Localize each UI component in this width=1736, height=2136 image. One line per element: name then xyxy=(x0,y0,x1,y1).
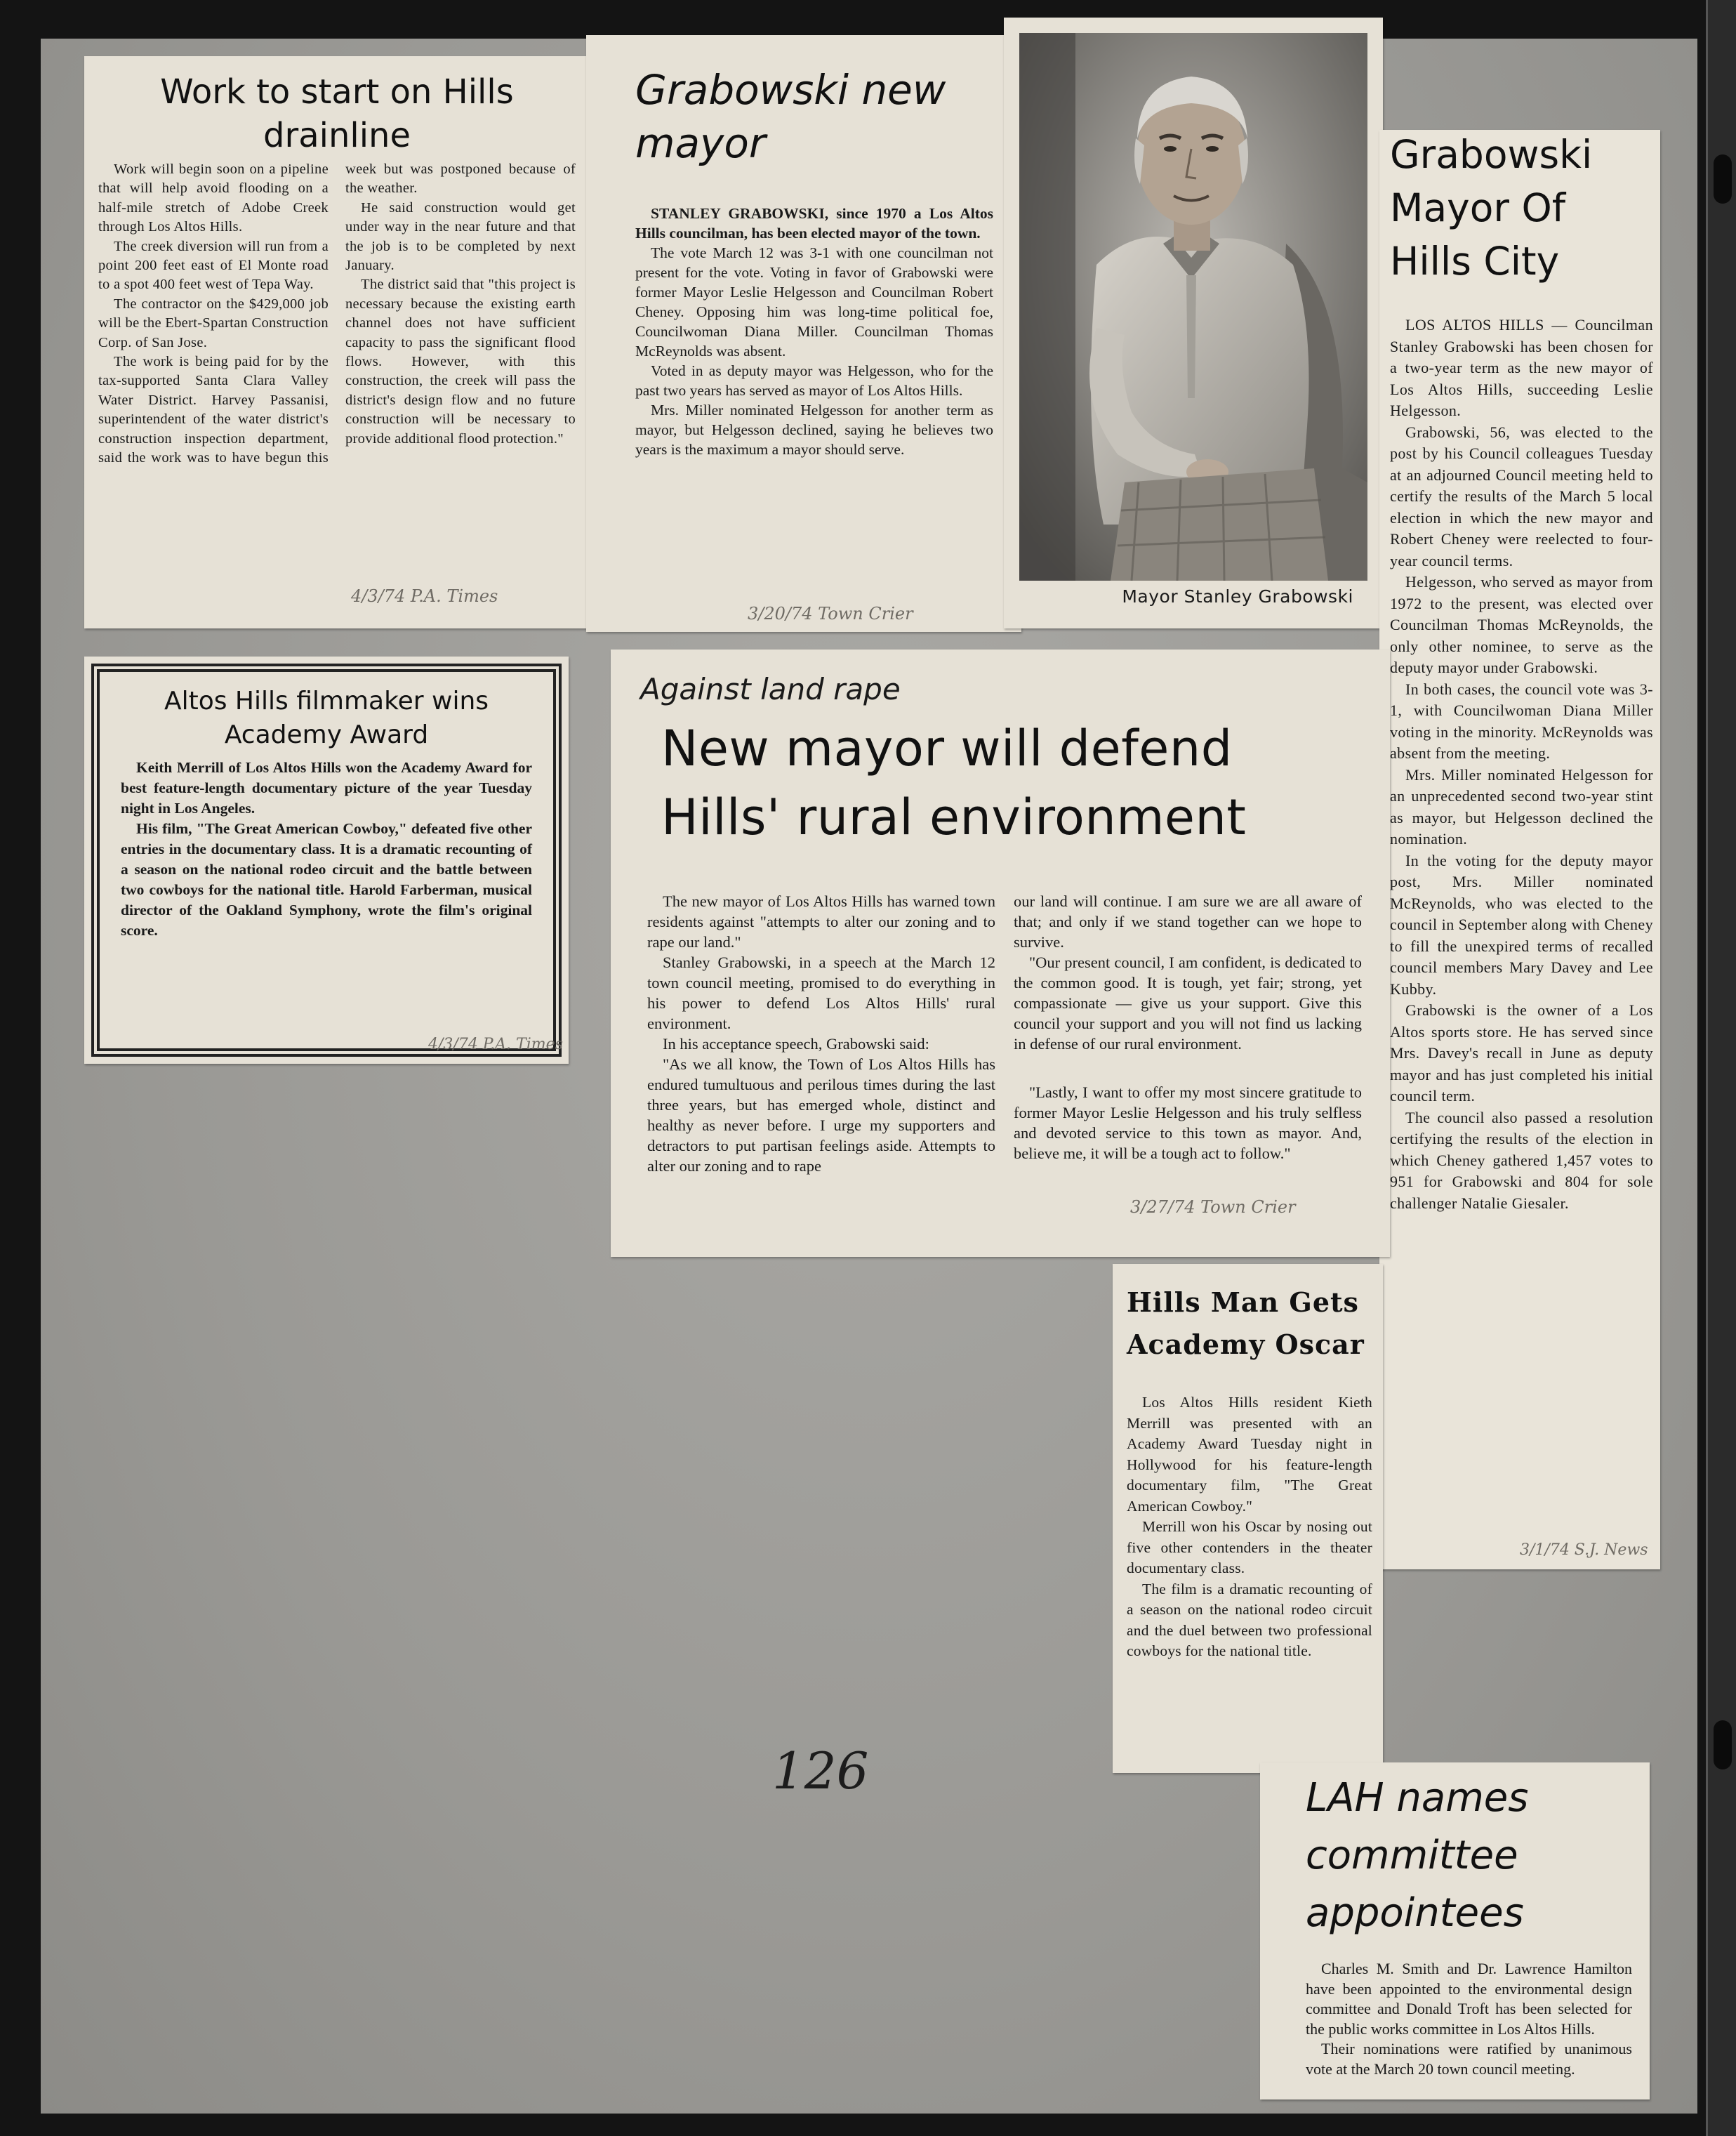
paragraph: In both cases, the council vote was 3-1, with Councilwoman Diana Miller voting in the minority. McReynolds was absent from the meeting. xyxy=(1390,680,1653,762)
paragraph: Their nominations were ratified by unanimous vote at the March 20 town council meeting. xyxy=(1306,2040,1632,2078)
mayor-portrait-photo xyxy=(1019,33,1367,581)
article-body xyxy=(1127,1392,1372,1662)
clipping-mayor-photo xyxy=(1004,18,1383,628)
paragraph: Grabowski, 56, was elected to the post by his Council colleagues Tuesday at an adjourned Council meeting held to certify the results of the March 5 local election in which the new mayor and Robert Cheney were reelected to four-year council terms. xyxy=(1390,423,1653,569)
clipping-filmmaker-award xyxy=(84,657,569,1064)
headline: New mayor will defend Hills' rural environment xyxy=(661,720,1247,846)
handwritten-note: 3/1/74 S.J. News xyxy=(1520,1541,1648,1559)
paragraph: In the voting for the deputy mayor post, Mrs. Miller nominated McReynolds, who was elected to the council in September along with Cheney to fill the unexpired terms of recalled council members Mary Davey and Lee Kubby. xyxy=(1390,851,1653,998)
clipping-lah-committee xyxy=(1260,1762,1650,2099)
headline: Hills Man Gets Academy Oscar xyxy=(1127,1286,1365,1360)
handwritten-note: 3/27/74 Town Crier xyxy=(1130,1197,1296,1217)
paragraph: The new mayor of Los Altos Hills has warned town residents against "attempts to alter our zoning and to rape our land." xyxy=(647,892,995,951)
paragraph: The creek diversion will run from a point 200 feet east of El Monte road to a spot 400 feet west of Tepa Way. xyxy=(98,238,329,293)
binder-hole xyxy=(1714,1720,1732,1769)
article-body xyxy=(121,758,532,941)
paragraph: The work is being paid for by the tax-supported Santa Clara Valley Water District. Harvey Passanisi, superintendent of the water district's construction inspection department, said the work was to have begun this week but was postponed because of the weather. xyxy=(98,161,576,466)
paragraph: Mrs. Miller nominated Helgesson for another term as mayor, but Helgesson declined, saying he believes two years is the maximum a mayor should serve. xyxy=(635,402,993,458)
paragraph: STANLEY GRABOWSKI, since 1970 a Los Altos Hills councilman, has been elected mayor of the town. xyxy=(635,205,993,242)
column-left xyxy=(647,891,995,1176)
paragraph: Keith Merrill of Los Altos Hills won the Academy Award for best feature-length documentary picture of the year Tuesday night in Los Angeles. xyxy=(121,759,532,817)
paragraph: "Our present council, I am confident, is dedicated to the common good. It is tough, yet fair; strong, yet compassionate — give us your support. Give this council your support and you will not find us lacking in defense of our rural environment. xyxy=(1014,954,1362,1053)
handwritten-note: 4/3/74 P.A. Times xyxy=(351,586,498,606)
paragraph: Grabowski is the owner of a Los Altos sports store. He has served since Mrs. Davey's recall in June as deputy mayor and has just completed his initial council term. xyxy=(1390,1001,1653,1105)
headline: Grabowski Mayor Of Hills City xyxy=(1390,132,1593,284)
paragraph: The council also passed a resolution certifying the results of the election in which Cheney gathered 1,457 votes to 951 for Grabowski and 804 for sole challenger Natalie Giesaler. xyxy=(1390,1108,1653,1212)
paragraph: our land will continue. I am sure we are all aware of that; and only if we stand together can we hope to survive. xyxy=(1014,892,1362,951)
paragraph: Stanley Grabowski, in a speech at the March 12 town council meeting, promised to do everything in his power to defend Los Altos Hills' rural environment. xyxy=(647,954,995,1032)
photo-caption: Mayor Stanley Grabowski xyxy=(1122,586,1353,607)
paragraph: Merrill won his Oscar by nosing out five other contenders in the theater documentary class. xyxy=(1127,1518,1372,1576)
paragraph: Mrs. Miller nominated Helgesson for an unprecedented second two-year stint as mayor, but Helgesson declined the nomination. xyxy=(1390,765,1653,848)
clipping-mayor-of-hills-city xyxy=(1379,130,1660,1569)
clipping-hills-man-oscar xyxy=(1113,1264,1383,1773)
paragraph: In his acceptance speech, Grabowski said: xyxy=(663,1035,929,1053)
article-body xyxy=(98,160,576,468)
handwritten-page-number: 126 xyxy=(772,1741,869,1800)
clipping-work-drainline xyxy=(84,56,590,628)
decorative-border xyxy=(91,664,562,1057)
headline: Altos Hills filmmaker wins Academy Award xyxy=(164,687,489,749)
article-body xyxy=(640,891,1362,1176)
column-right xyxy=(1014,891,1362,1176)
headline: LAH names committee appointees xyxy=(1306,1775,1529,1936)
article-body xyxy=(635,204,993,459)
clipping-grabowski-new-mayor xyxy=(586,35,1021,632)
paragraph: Work will begin soon on a pipeline that will help avoid flooding on a half-mile stretch of Adobe Creek through Los Altos Hills. xyxy=(98,161,329,235)
paragraph: The film is a dramatic recounting of a season on the national rodeo circuit and the duel between two professional cowboys for the national title. xyxy=(1127,1580,1372,1659)
binder-spine xyxy=(1706,0,1736,2136)
paragraph: "Lastly, I want to offer my most sincere gratitude to former Mayor Leslie Helgesson and his truly selfless and devoted service to this town as mayor. And, believe me, it will be a tough act to follow." xyxy=(1014,1083,1362,1162)
paragraph: Helgesson, who served as mayor from 1972 to the present, was elected over Councilman Thomas McReynolds, the only other nominee, to serve as the deputy mayor under Grabowski. xyxy=(1390,573,1653,676)
paragraph: LOS ALTOS HILLS — Councilman Stanley Grabowski has been chosen for a two-year term as the new mayor of Los Altos Hills, succeeding Leslie Helgesson. xyxy=(1390,316,1653,419)
headline: Grabowski new mayor xyxy=(635,66,946,167)
paragraph: Los Altos Hills resident Kieth Merrill was presented with an Academy Award Tuesday night in Hollywood for his feature-length documentary film, "The Great American Cowboy." xyxy=(1127,1394,1372,1515)
headline: Work to start on Hills drainline xyxy=(160,72,514,155)
article-body xyxy=(1306,1959,1632,2079)
paragraph: The vote March 12 was 3-1 with one councilman not present for the vote. Voting in favor of Grabowski were former Mayor Leslie Helgesson and Councilman Robert Cheney. Opposing him was long-time political foe, Councilwoman Diana Miller. Councilman Thomas McReynolds was absent. xyxy=(635,244,993,360)
paragraph: "As we all know, the Town of Los Altos Hills has endured tumultuous and perilous times during the last three years, but has emerged whole, distinct and healthy as never before. I urge my supporters and detractors to put partisan feelings aside. Attempts to alter our zoning and to rape xyxy=(647,1055,995,1175)
paragraph: The contractor on the $429,000 job will be the Ebert-Spartan Construction Corp. of San Jose. xyxy=(98,296,329,350)
handwritten-note: 4/3/74 P.A. Times xyxy=(428,1036,563,1053)
paragraph: Charles M. Smith and Dr. Lawrence Hamilton have been appointed to the environmental design committee and Donald Troft has been selected for the public works committee in Los Altos Hills. xyxy=(1306,1960,1632,2038)
article-body xyxy=(1390,315,1653,1214)
binder-hole xyxy=(1714,154,1732,204)
paragraph: He said construction would get under way in the near future and that the job is to be completed by next January. xyxy=(345,199,576,274)
paragraph: Voted in as deputy mayor was Helgesson, who for the past two years has served as mayor of Los Altos Hills. xyxy=(635,362,993,399)
paragraph: The district said that "this project is necessary because the existing earth channel does not have sufficient capacity to pass the significant flood flows. However, with this construction, the creek will pass the district's design flow and no future construction will be necessary to provide additional flood protection." xyxy=(345,277,576,447)
paragraph: His film, "The Great American Cowboy," defeated five other entries in the documentary class. It is a dramatic recounting of a season on the national rodeo circuit and the battle between two cowboys for the national title. Harold Farberman, musical director of the Oakland Symphony, wrote the film's original score. xyxy=(121,820,532,939)
handwritten-note: 3/20/74 Town Crier xyxy=(748,604,913,624)
kicker: Against land rape xyxy=(640,672,901,706)
clipping-new-mayor-defend xyxy=(611,650,1390,1257)
